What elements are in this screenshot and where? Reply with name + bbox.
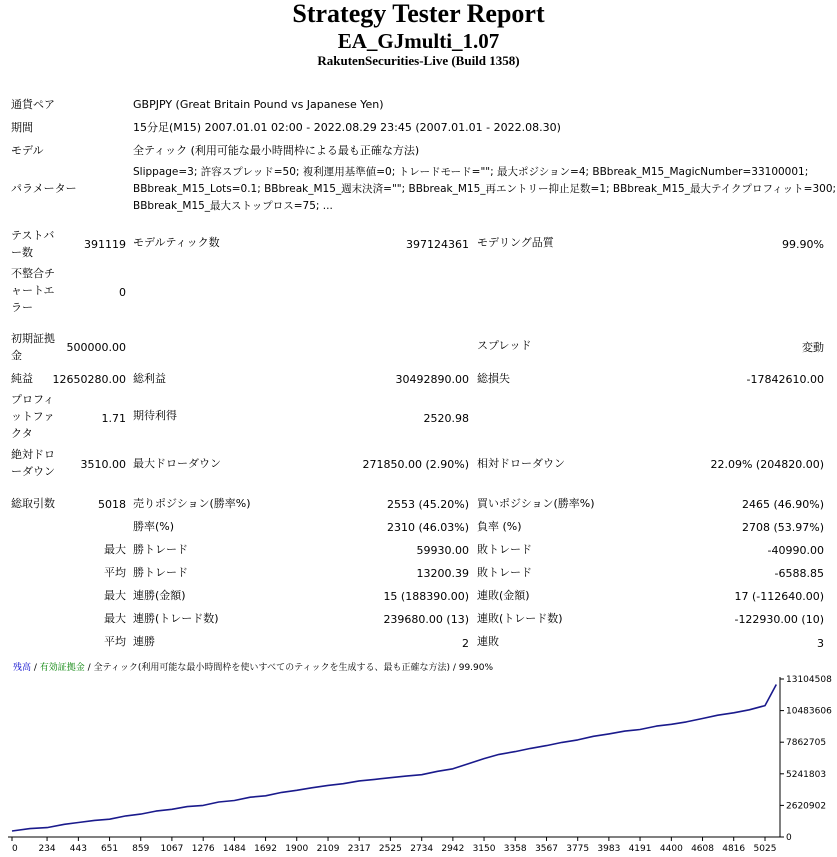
max-consec2-label: 最大 xyxy=(104,612,126,625)
gross-loss-value: -17842610.00 xyxy=(746,373,824,386)
x-tick-label: 1484 xyxy=(222,844,246,854)
max-consec-label: 最大 xyxy=(104,589,126,602)
max-dd-label: 最大ドローダウン xyxy=(133,457,221,470)
quality-label: モデリング品質 xyxy=(477,236,554,249)
legend-sep-2: / xyxy=(84,663,94,673)
model-value: 全ティック (利用可能な最小時間枠による最も正確な方法) xyxy=(133,144,420,157)
bars-label-1: テストバ xyxy=(11,229,55,242)
largest-label: 最大 xyxy=(104,543,126,556)
balance-chart xyxy=(8,657,837,857)
max-dd-value: 271850.00 (2.90%) xyxy=(362,458,469,471)
avg-label: 平均 xyxy=(104,566,126,579)
x-tick-label: 4608 xyxy=(691,844,714,854)
abs-dd-label-2: ーダウン xyxy=(11,465,55,478)
avg-loss-label: 敗トレード xyxy=(477,566,532,579)
payoff-label: 期待利得 xyxy=(133,409,177,422)
x-tick-label: 4400 xyxy=(659,844,683,854)
net-value: 12650280.00 xyxy=(52,373,126,386)
trades-label: 総取引数 xyxy=(11,497,55,510)
y-tick-label: 2620902 xyxy=(786,801,827,812)
y-tick-label: 13104508 xyxy=(786,675,832,685)
ticks-label: モデルティック数 xyxy=(133,236,220,249)
x-tick-label: 651 xyxy=(100,844,119,854)
rel-dd-value: 22.09% (204820.00) xyxy=(710,458,824,471)
symbol-label: 通貨ペア xyxy=(11,98,55,111)
period-label: 期間 xyxy=(11,121,33,134)
x-tick-label: 2734 xyxy=(410,844,434,854)
mismatch-label-2: ャートエ xyxy=(11,284,55,297)
short-label: 売りポジション(勝率%) xyxy=(133,497,251,510)
pf-value: 1.71 xyxy=(101,412,126,425)
ticks-value: 397124361 xyxy=(406,238,469,251)
win-value: 2310 (46.03%) xyxy=(386,521,469,534)
legend-balance: 残高 xyxy=(13,663,32,673)
params-line-1: Slippage=3; 許容スプレッド=50; 複利運用基準値=0; トレードモード=""; 最大ポジション=4; BBbreak_M15_MagicNumber=33100001; xyxy=(133,166,809,178)
spread-value: 変動 xyxy=(802,341,824,354)
y-tick-label: 7862705 xyxy=(786,738,827,749)
x-tick-label: 0 xyxy=(12,844,18,854)
symbol-value: GBPJPY (Great Britain Pound vs Japanese Yen) xyxy=(133,98,384,111)
mismatch-label-3: ラー xyxy=(11,301,33,314)
legend-sep-3: / xyxy=(449,663,459,673)
y-tick-label: 10483606 xyxy=(786,706,832,717)
x-tick-label: 2317 xyxy=(347,844,371,854)
net-label: 純益 xyxy=(11,372,33,385)
deposit-value: 500000.00 xyxy=(66,341,126,354)
x-tick-label: 2109 xyxy=(316,844,340,854)
report-title: Strategy Tester Report xyxy=(292,0,545,28)
bars-value: 391119 xyxy=(84,238,126,251)
gross-profit-value: 30492890.00 xyxy=(395,373,469,386)
consec-wins-label: 連勝(金額) xyxy=(133,589,186,602)
x-tick-label: 5025 xyxy=(753,844,777,854)
deposit-label-1: 初期証拠 xyxy=(11,332,55,345)
x-tick-label: 1692 xyxy=(254,844,278,854)
abs-dd-value: 3510.00 xyxy=(80,458,126,471)
avg-consec-wins-value: 2 xyxy=(462,637,469,650)
x-tick-label: 3567 xyxy=(535,844,558,854)
bars-label-2: ー数 xyxy=(11,246,33,259)
avg-consec-losses-value: 3 xyxy=(817,637,824,650)
pf-label-3: クタ xyxy=(11,427,33,440)
long-value: 2465 (46.90%) xyxy=(741,498,824,511)
short-value: 2553 (45.20%) xyxy=(386,498,469,511)
largest-win-value: 59930.00 xyxy=(416,544,469,557)
params-line-3: BBbreak_M15_最大ストップロス=75; ... xyxy=(133,200,333,212)
ea-name: EA_GJmulti_1.07 xyxy=(337,29,500,53)
chart-legend xyxy=(13,661,493,673)
legend-equity: 有効証拠金 xyxy=(39,663,85,673)
consec-profit-value: 239680.00 (13) xyxy=(383,613,469,626)
win-label: 勝率(%) xyxy=(133,520,175,533)
x-tick-label: 859 xyxy=(132,844,150,854)
consec-profit-label: 連勝(トレード数) xyxy=(133,612,219,625)
abs-dd-label-1: 絶対ドロ xyxy=(11,448,55,461)
y-tick-label: 0 xyxy=(786,833,792,843)
server-build: RakutenSecurities-Live (Build 1358) xyxy=(317,53,520,68)
x-tick-label: 4191 xyxy=(628,844,652,854)
period-value: 15分足(M15) 2007.01.01 02:00 - 2022.08.29 23:45 (2007.01.01 - 2022.08.30) xyxy=(133,121,561,134)
x-tick-label: 4816 xyxy=(722,844,746,854)
x-tick-label: 3775 xyxy=(566,844,590,854)
consec-loss-value: -122930.00 (10) xyxy=(734,613,824,626)
deposit-label-2: 金 xyxy=(11,349,22,362)
avg-consec-label: 平均 xyxy=(104,635,126,648)
x-tick-label: 3150 xyxy=(472,844,496,854)
avg-consec-wins-label: 連勝 xyxy=(133,635,155,648)
mismatch-value: 0 xyxy=(119,286,126,299)
avg-loss-value: -6588.85 xyxy=(774,567,824,580)
loss-label: 負率 (%) xyxy=(477,520,522,533)
params-line-2: BBbreak_M15_Lots=0.1; BBbreak_M15_週末決済=""; BBbreak_M15_再エントリー抑止足数=1; BBbreak_M15_最大テイクプロフィット=300; xyxy=(133,183,837,195)
largest-win-label: 勝トレード xyxy=(133,543,188,556)
largest-loss-label: 敗トレード xyxy=(477,543,532,556)
consec-losses-label: 連敗(金額) xyxy=(477,589,530,602)
params-label: パラメーター xyxy=(11,182,77,195)
legend-sep-1: / xyxy=(31,663,40,673)
pf-label-2: ットファ xyxy=(11,410,55,423)
model-label: モデル xyxy=(11,144,44,157)
mismatch-label-1: 不整合チ xyxy=(11,267,55,280)
legend-quality: 99.90% xyxy=(458,663,494,673)
spread-label: スプレッド xyxy=(477,339,532,352)
x-tick-label: 3983 xyxy=(597,844,621,854)
gross-profit-label: 総利益 xyxy=(133,372,166,385)
avg-win-value: 13200.39 xyxy=(416,567,469,580)
loss-value: 2708 (53.97%) xyxy=(741,521,824,534)
x-tick-label: 2525 xyxy=(378,844,402,854)
largest-loss-value: -40990.00 xyxy=(767,544,824,557)
quality-value: 99.90% xyxy=(782,238,824,251)
long-label: 買いポジション(勝率%) xyxy=(477,497,595,510)
legend-model: 全ティック(利用可能な最小時間枠を使いすべてのティックを生成する、最も正確な方法) xyxy=(93,663,450,673)
pf-label-1: プロフィ xyxy=(11,393,55,406)
x-tick-label: 234 xyxy=(38,844,56,854)
payoff-value: 2520.98 xyxy=(423,412,469,425)
chart-background xyxy=(8,657,837,857)
x-tick-label: 1900 xyxy=(285,844,309,854)
consec-losses-value: 17 (-112640.00) xyxy=(734,590,824,603)
avg-win-label: 勝トレード xyxy=(133,566,188,579)
x-tick-label: 2942 xyxy=(441,844,465,854)
x-tick-label: 3358 xyxy=(503,844,527,854)
trades-value: 5018 xyxy=(98,498,126,511)
gross-loss-label: 総損失 xyxy=(477,372,510,385)
rel-dd-label: 相対ドローダウン xyxy=(477,457,565,470)
y-tick-label: 5241803 xyxy=(786,769,827,780)
x-tick-label: 1067 xyxy=(160,844,184,854)
avg-consec-losses-label: 連敗 xyxy=(477,635,499,648)
consec-loss-label: 連敗(トレード数) xyxy=(477,612,563,625)
consec-wins-value: 15 (188390.00) xyxy=(383,590,469,603)
x-tick-label: 1276 xyxy=(191,844,215,854)
x-tick-label: 443 xyxy=(69,844,87,854)
